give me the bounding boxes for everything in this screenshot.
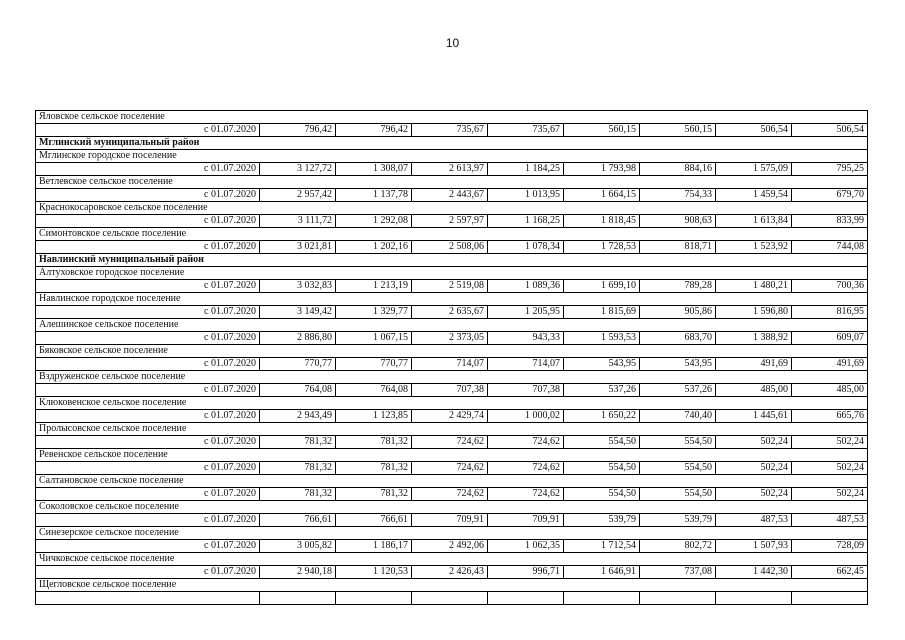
district-name: Навлинский муниципальный район [36, 254, 868, 267]
tariff-value-cell: 1 523,92 [716, 241, 792, 254]
tariff-value-cell: 770,77 [336, 358, 412, 371]
tariff-value-cell: 539,79 [564, 514, 640, 527]
tariff-value-cell: 1 650,22 [564, 410, 640, 423]
tariff-value-cell: 818,71 [640, 241, 716, 254]
district-name: Мглинский муниципальный район [36, 137, 868, 150]
tariff-value-cell: 740,40 [640, 410, 716, 423]
effective-date-cell: с 01.07.2020 [36, 462, 260, 475]
settlement-header-row [36, 228, 868, 241]
settlement-name: Салтановское сельское поселение [36, 475, 868, 488]
effective-date-cell: с 01.07.2020 [36, 488, 260, 501]
table-row-values [36, 215, 868, 228]
tariff-value-cell: 905,86 [640, 306, 716, 319]
tariff-value-cell: 1 067,15 [336, 332, 412, 345]
settlement-header-row [36, 293, 868, 306]
table-row-values [36, 163, 868, 176]
tariff-value-cell: 1 664,15 [564, 189, 640, 202]
tariff-value-cell: 539,79 [640, 514, 716, 527]
tariff-value-cell: 1 078,34 [488, 241, 564, 254]
tariff-value-cell: 1 292,08 [336, 215, 412, 228]
tariff-value-cell: 554,50 [640, 462, 716, 475]
settlement-header-row [36, 475, 868, 488]
tariff-value-cell: 2 426,43 [412, 566, 488, 579]
settlement-header-row [36, 527, 868, 540]
effective-date-cell: с 01.07.2020 [36, 215, 260, 228]
effective-date-cell: с 01.07.2020 [36, 332, 260, 345]
tariff-value-cell: 764,08 [260, 384, 336, 397]
tariff-value-cell [716, 592, 792, 605]
tariff-value-cell: 679,70 [792, 189, 868, 202]
settlement-name: Бяковское сельское поселение [36, 345, 868, 358]
tariff-value-cell: 1 184,25 [488, 163, 564, 176]
tariff-value-cell: 506,54 [792, 124, 868, 137]
tariff-value-cell: 3 032,83 [260, 280, 336, 293]
settlement-name: Клюковенское сельское поселение [36, 397, 868, 410]
settlement-header-row [36, 423, 868, 436]
effective-date-cell: с 01.07.2020 [36, 306, 260, 319]
tariff-value-cell: 543,95 [564, 358, 640, 371]
settlement-header-row [36, 150, 868, 163]
tariff-value-cell: 816,95 [792, 306, 868, 319]
tariff-value-cell: 735,67 [412, 124, 488, 137]
tariff-value-cell: 707,38 [412, 384, 488, 397]
tariff-value-cell: 1 793,98 [564, 163, 640, 176]
tariff-value-cell: 502,24 [792, 436, 868, 449]
table-row-values [36, 566, 868, 579]
tariff-value-cell: 781,32 [260, 436, 336, 449]
tariff-value-cell: 1 728,53 [564, 241, 640, 254]
tariff-value-cell: 744,08 [792, 241, 868, 254]
tariff-value-cell: 781,32 [336, 488, 412, 501]
tariff-value-cell: 700,36 [792, 280, 868, 293]
settlement-header-row [36, 501, 868, 514]
tariff-value-cell: 1 613,84 [716, 215, 792, 228]
effective-date-cell: с 01.07.2020 [36, 189, 260, 202]
tariff-value-cell [564, 592, 640, 605]
tariff-value-cell: 662,45 [792, 566, 868, 579]
effective-date-cell: с 01.07.2020 [36, 163, 260, 176]
settlement-name: Алтуховское городское поселение [36, 267, 868, 280]
tariff-value-cell: 1 202,16 [336, 241, 412, 254]
tariff-value-cell: 781,32 [260, 488, 336, 501]
tariff-value-cell: 3 127,72 [260, 163, 336, 176]
settlement-name: Чичковское сельское поселение [36, 553, 868, 566]
tariff-value-cell: 2 613,97 [412, 163, 488, 176]
table-row-values [36, 332, 868, 345]
tariff-table [35, 110, 868, 605]
tariff-value-cell [640, 592, 716, 605]
table-row-values [36, 436, 868, 449]
settlement-header-row [36, 267, 868, 280]
tariff-value-cell: 1 000,02 [488, 410, 564, 423]
effective-date-cell: с 01.07.2020 [36, 540, 260, 553]
tariff-value-cell: 724,62 [488, 488, 564, 501]
tariff-value-cell: 1 646,91 [564, 566, 640, 579]
tariff-value-cell: 1 442,30 [716, 566, 792, 579]
tariff-value-cell: 724,62 [412, 462, 488, 475]
table-row-values [36, 462, 868, 475]
tariff-value-cell: 1 062,35 [488, 540, 564, 553]
tariff-value-cell: 2 519,08 [412, 280, 488, 293]
page-number: 10 [445, 36, 460, 50]
tariff-value-cell: 1 712,54 [564, 540, 640, 553]
tariff-value-cell: 609,07 [792, 332, 868, 345]
tariff-table-container [35, 110, 867, 605]
tariff-value-cell: 554,50 [564, 436, 640, 449]
tariff-value-cell: 502,24 [716, 436, 792, 449]
tariff-value-cell: 560,15 [564, 124, 640, 137]
tariff-value-cell: 1 388,92 [716, 332, 792, 345]
settlement-header-row [36, 111, 868, 124]
tariff-value-cell: 724,62 [412, 436, 488, 449]
tariff-value-cell: 707,38 [488, 384, 564, 397]
effective-date-cell: с 01.07.2020 [36, 241, 260, 254]
tariff-value-cell [412, 592, 488, 605]
tariff-value-cell: 683,70 [640, 332, 716, 345]
table-row-values [36, 280, 868, 293]
tariff-value-cell: 724,62 [412, 488, 488, 501]
tariff-value-cell: 764,08 [336, 384, 412, 397]
tariff-value-cell: 737,08 [640, 566, 716, 579]
tariff-value-cell: 1 480,21 [716, 280, 792, 293]
tariff-value-cell: 709,91 [488, 514, 564, 527]
tariff-value-cell: 735,67 [488, 124, 564, 137]
settlement-name: Соколовское сельское поселение [36, 501, 868, 514]
table-row-values [36, 540, 868, 553]
tariff-value-cell: 754,33 [640, 189, 716, 202]
tariff-value-cell: 502,24 [716, 462, 792, 475]
tariff-value-cell: 1 123,85 [336, 410, 412, 423]
tariff-value-cell: 2 429,74 [412, 410, 488, 423]
tariff-value-cell: 781,32 [336, 462, 412, 475]
table-row-values [36, 358, 868, 371]
district-header-row [36, 137, 868, 150]
tariff-value-cell: 789,28 [640, 280, 716, 293]
tariff-value-cell: 2 443,67 [412, 189, 488, 202]
effective-date-cell [36, 592, 260, 605]
tariff-value-cell: 943,33 [488, 332, 564, 345]
tariff-value-cell: 502,24 [792, 488, 868, 501]
settlement-name: Симонтовское сельское поселение [36, 228, 868, 241]
tariff-value-cell: 554,50 [564, 462, 640, 475]
tariff-value-cell: 781,32 [260, 462, 336, 475]
tariff-value-cell: 1 507,93 [716, 540, 792, 553]
settlement-header-row [36, 319, 868, 332]
tariff-value-cell: 1 089,36 [488, 280, 564, 293]
tariff-value-cell: 506,54 [716, 124, 792, 137]
tariff-value-cell: 1 186,17 [336, 540, 412, 553]
tariff-value-cell: 2 886,80 [260, 332, 336, 345]
tariff-value-cell: 2 940,18 [260, 566, 336, 579]
tariff-value-cell: 1 818,45 [564, 215, 640, 228]
settlement-header-row [36, 579, 868, 592]
effective-date-cell: с 01.07.2020 [36, 410, 260, 423]
settlement-name: Щегловское сельское поселение [36, 579, 868, 592]
tariff-value-cell: 796,42 [336, 124, 412, 137]
tariff-value-cell: 537,26 [564, 384, 640, 397]
tariff-value-cell: 1 137,78 [336, 189, 412, 202]
tariff-value-cell: 1 593,53 [564, 332, 640, 345]
tariff-value-cell [260, 592, 336, 605]
tariff-value-cell: 2 943,49 [260, 410, 336, 423]
tariff-value-cell [336, 592, 412, 605]
tariff-value-cell: 543,95 [640, 358, 716, 371]
effective-date-cell: с 01.07.2020 [36, 124, 260, 137]
tariff-value-cell: 770,77 [260, 358, 336, 371]
tariff-value-cell: 714,07 [412, 358, 488, 371]
settlement-name: Мглинское городское поселение [36, 150, 868, 163]
tariff-value-cell: 491,69 [792, 358, 868, 371]
table-row-values [36, 124, 868, 137]
district-header-row [36, 254, 868, 267]
tariff-value-cell: 554,50 [640, 436, 716, 449]
tariff-value-cell: 485,00 [792, 384, 868, 397]
tariff-value-cell: 2 492,06 [412, 540, 488, 553]
tariff-value-cell: 884,16 [640, 163, 716, 176]
table-row-values [36, 189, 868, 202]
settlement-header-row [36, 553, 868, 566]
tariff-value-cell: 491,69 [716, 358, 792, 371]
effective-date-cell: с 01.07.2020 [36, 358, 260, 371]
tariff-value-cell: 1 459,54 [716, 189, 792, 202]
tariff-value-cell: 3 149,42 [260, 306, 336, 319]
tariff-value-cell: 485,00 [716, 384, 792, 397]
table-row-values [36, 488, 868, 501]
tariff-value-cell: 3 111,72 [260, 215, 336, 228]
settlement-header-row [36, 397, 868, 410]
tariff-value-cell [792, 592, 868, 605]
tariff-value-cell: 2 508,06 [412, 241, 488, 254]
tariff-value-cell: 1 596,80 [716, 306, 792, 319]
settlement-name: Краснокосаровское сельское поселение [36, 202, 868, 215]
settlement-name: Вздруженское сельское поселение [36, 371, 868, 384]
tariff-value-cell: 781,32 [336, 436, 412, 449]
table-row-values [36, 514, 868, 527]
tariff-value-cell: 724,62 [488, 436, 564, 449]
tariff-value-cell: 709,91 [412, 514, 488, 527]
tariff-value-cell: 1 308,07 [336, 163, 412, 176]
table-row-values [36, 241, 868, 254]
tariff-value-cell: 2 957,42 [260, 189, 336, 202]
settlement-name: Пролысовское сельское поселение [36, 423, 868, 436]
settlement-header-row [36, 345, 868, 358]
tariff-value-cell: 2 597,97 [412, 215, 488, 228]
settlement-name: Алешинское сельское поселение [36, 319, 868, 332]
tariff-table-body [36, 111, 868, 605]
tariff-value-cell: 502,24 [792, 462, 868, 475]
tariff-value-cell: 3 021,81 [260, 241, 336, 254]
tariff-value-cell: 487,53 [792, 514, 868, 527]
table-row-values [36, 592, 868, 605]
tariff-value-cell: 1 815,69 [564, 306, 640, 319]
tariff-value-cell: 728,09 [792, 540, 868, 553]
tariff-value-cell: 908,63 [640, 215, 716, 228]
tariff-value-cell: 1 213,19 [336, 280, 412, 293]
tariff-value-cell: 2 635,67 [412, 306, 488, 319]
tariff-value-cell: 487,53 [716, 514, 792, 527]
tariff-value-cell: 766,61 [336, 514, 412, 527]
table-row-values [36, 410, 868, 423]
tariff-value-cell: 796,42 [260, 124, 336, 137]
table-row-values [36, 384, 868, 397]
tariff-value-cell: 665,76 [792, 410, 868, 423]
effective-date-cell: с 01.07.2020 [36, 280, 260, 293]
tariff-value-cell: 795,25 [792, 163, 868, 176]
tariff-value-cell: 1 445,61 [716, 410, 792, 423]
tariff-value-cell: 1 329,77 [336, 306, 412, 319]
tariff-value-cell: 554,50 [564, 488, 640, 501]
settlement-name: Ветлевское сельское поселение [36, 176, 868, 189]
tariff-value-cell: 560,15 [640, 124, 716, 137]
tariff-value-cell: 1 013,95 [488, 189, 564, 202]
effective-date-cell: с 01.07.2020 [36, 566, 260, 579]
tariff-value-cell: 1 575,09 [716, 163, 792, 176]
tariff-value-cell: 802,72 [640, 540, 716, 553]
settlement-name: Ревенское сельское поселение [36, 449, 868, 462]
effective-date-cell: с 01.07.2020 [36, 514, 260, 527]
tariff-value-cell: 3 005,82 [260, 540, 336, 553]
tariff-value-cell: 1 699,10 [564, 280, 640, 293]
tariff-value-cell: 1 205,95 [488, 306, 564, 319]
tariff-value-cell [488, 592, 564, 605]
tariff-value-cell: 724,62 [488, 462, 564, 475]
tariff-value-cell: 714,07 [488, 358, 564, 371]
settlement-header-row [36, 202, 868, 215]
tariff-value-cell: 1 120,53 [336, 566, 412, 579]
settlement-name: Синезерское сельское поселение [36, 527, 868, 540]
settlement-header-row [36, 371, 868, 384]
tariff-value-cell: 1 168,25 [488, 215, 564, 228]
settlement-name: Навлинское городское поселение [36, 293, 868, 306]
effective-date-cell: с 01.07.2020 [36, 384, 260, 397]
tariff-value-cell: 2 373,05 [412, 332, 488, 345]
tariff-value-cell: 996,71 [488, 566, 564, 579]
settlement-header-row [36, 449, 868, 462]
table-row-values [36, 306, 868, 319]
tariff-value-cell: 502,24 [716, 488, 792, 501]
tariff-value-cell: 833,99 [792, 215, 868, 228]
effective-date-cell: с 01.07.2020 [36, 436, 260, 449]
tariff-value-cell: 766,61 [260, 514, 336, 527]
settlement-header-row [36, 176, 868, 189]
tariff-value-cell: 537,26 [640, 384, 716, 397]
settlement-name: Яловское сельское поселение [36, 111, 868, 124]
tariff-value-cell: 554,50 [640, 488, 716, 501]
